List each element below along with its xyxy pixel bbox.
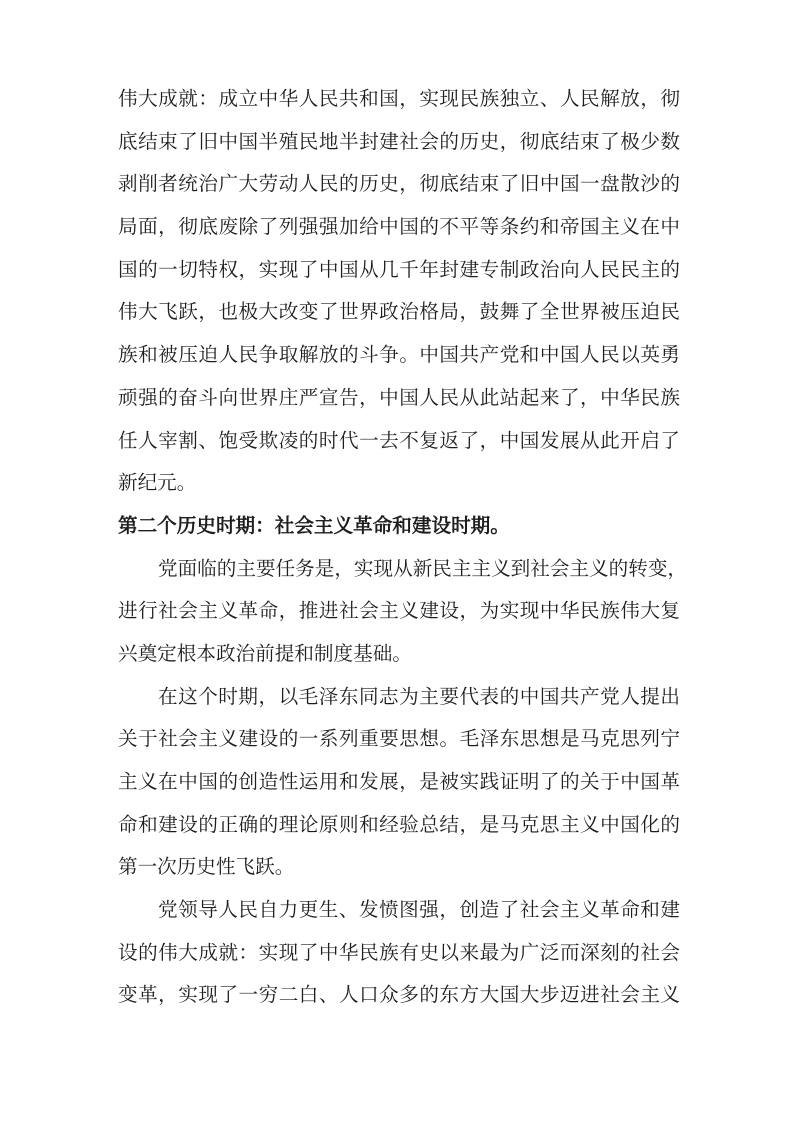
text-line: 底结束了旧中国半殖民地半封建社会的历史，彻底结束了极少数 [118, 129, 680, 153]
text-line: 局面，彻底废除了列强强加给中国的不平等条约和帝国主义在中 [118, 215, 680, 239]
text-line: 第一次历史性飞跃。 [118, 855, 295, 879]
text-line: 族和被压迫人民争取解放的斗争。中国共产党和中国人民以英勇 [118, 343, 680, 367]
text-line: 伟大飞跃，也极大改变了世界政治格局，鼓舞了全世界被压迫民 [118, 300, 680, 324]
text-line: 新纪元。 [118, 471, 197, 495]
text-line: 进行社会主义革命，推进社会主义建设，为实现中华民族伟大复 [118, 599, 680, 623]
paragraph [118, 78, 680, 505]
text-line: 伟大成就：成立中华人民共和国，实现民族独立、人民解放，彻 [118, 87, 680, 110]
paragraph [118, 548, 688, 676]
text-line: 关于社会主义建设的一系列重要思想。毛泽东思想是马克思列宁 [118, 727, 680, 751]
text-line: 在这个时期，以毛泽东同志为主要代表的中国共产党人提出 [158, 684, 680, 708]
paragraph [118, 676, 680, 889]
paragraph [118, 889, 680, 1017]
text-line: 命和建设的正确的理论原则和经验总结，是马克思主义中国化的 [118, 812, 680, 836]
section-heading [118, 505, 680, 548]
document-page [118, 78, 688, 1017]
text-line: 设的伟大成就：实现了中华民族有史以来最为广泛而深刻的社会 [118, 940, 680, 964]
text-line: 国的一切特权，实现了中国从几千年封建专制政治向人民民主的 [118, 257, 680, 281]
text-line: 党面临的主要任务是，实现从新民主主义到社会主义的转变， [158, 556, 688, 580]
text-line: 任人宰割、饱受欺凌的时代一去不复返了，中国发展从此开启了 [118, 428, 680, 452]
text-line: 兴奠定根本政治前提和制度基础。 [118, 641, 412, 665]
text-line: 党领导人民自力更生、发愤图强，创造了社会主义革命和建 [158, 898, 680, 922]
text-line: 顽强的奋斗向世界庄严宣告，中国人民从此站起来了，中华民族 [118, 385, 680, 409]
text-line: 第二个历史时期：社会主义革命和建设时期。 [118, 513, 510, 537]
text-line: 剥削者统治广大劳动人民的历史，彻底结束了旧中国一盘散沙的 [118, 172, 680, 196]
text-line: 变革，实现了一穷二白、人口众多的东方大国大步迈进社会主义 [118, 983, 680, 1007]
text-line: 主义在中国的创造性运用和发展，是被实践证明了的关于中国革 [118, 770, 680, 793]
